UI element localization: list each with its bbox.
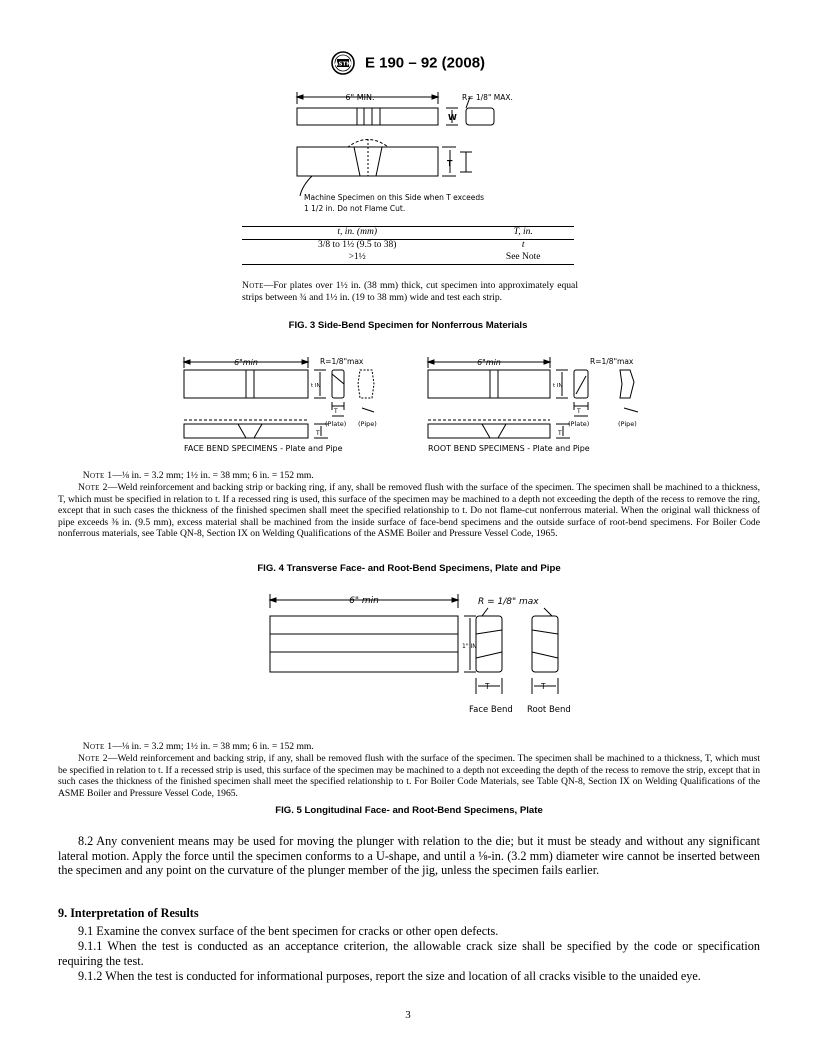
fig4-note-1: [78, 470, 740, 482]
note-label: Note 2: [78, 482, 108, 493]
table-header-cell: T, in.: [513, 227, 533, 237]
fig4-note-2: [58, 482, 760, 540]
fig5-width-label: 1" IN: [462, 643, 477, 650]
svg-text:ASTM: ASTM: [334, 61, 352, 68]
fig4-face-t-in: t IN: [311, 383, 321, 389]
fig3-t-label: T: [447, 159, 453, 168]
table-cell: See Note: [505, 252, 541, 262]
page-number: 3: [405, 1009, 411, 1021]
page-header: [0, 50, 816, 76]
table-header-cell: t, in. (mm): [337, 227, 377, 237]
fig3-w-label: W: [448, 113, 457, 122]
fig4-face-plate: (Plate): [325, 420, 347, 428]
note-label: Note 2: [78, 753, 108, 764]
fig5-face-t: T: [485, 682, 490, 691]
fig4-face-dim-6min: 6"min: [234, 358, 258, 367]
fig4-root-dim-6min: 6"min: [477, 358, 501, 367]
table-row: [242, 252, 574, 265]
fig5-radius: R = 1/8" max: [478, 597, 539, 607]
paragraph-9-1: 9.1 Examine the convex surface of the bent specimen for cracks or other open defects.: [78, 924, 499, 938]
fig4-root-label: ROOT BEND SPECIMENS - Plate and Pipe: [428, 444, 590, 453]
fig4-root-plate: (Plate): [568, 420, 590, 428]
fig5-root-t: T: [541, 682, 546, 691]
note-label: Note: [242, 280, 264, 291]
fig4-root-radius: R=1/8"max: [590, 357, 634, 366]
fig3-radius-label: R= 1/8" MAX.: [462, 93, 513, 102]
section-heading-9: 9. Interpretation of Results: [58, 906, 199, 920]
fig4-root-t-in: t IN: [553, 383, 563, 389]
table-header-row: [242, 227, 574, 240]
note-text: —⅛ in. = 3.2 mm; 1½ in. = 38 mm; 6 in. = 152 mm.: [112, 470, 314, 481]
astm-logo-icon: [331, 50, 355, 76]
table-cell: t: [521, 240, 525, 250]
table-row: [242, 240, 574, 253]
standard-designation: E 190 – 92 (2008): [364, 54, 486, 72]
note-text: —Weld reinforcement and backing strip, if any, shall be removed flush with the surface of the specimen. The specimen shall be machined to a thickness, T, which must be specified in relation to t. If a recessed strip is used, this surface of the specimen may be machined to a depth not exceeding the depth of the recess to remove the strip, except that in such cases the thickness of the finished specimen shall meet the specified relationship to t. For Boiler Code Materials, see Table QN-8, Section IX on Welding Qualifications of the ASME Boiler and Pressure Vessel Code, 1965.: [58, 753, 761, 799]
paragraph-9-1-1: 9.1.1 When the test is conducted as an acceptance criterion, the allowable crack size shall be specified by the code or specification requiring the test.: [58, 939, 760, 968]
fig4-face-radius: R=1/8"max: [320, 357, 364, 366]
note-text: —Weld reinforcement and backing strip or backing ring, if any, shall be removed flush with the surface of the specimen. The specimen shall be machined to a thickness, T, which must be specified in relation to t. If a recessed ring is used, this surface of the specimen may be machined to a depth not exceeding the depth of the recess to remove the ring, except that in such cases the thickness of the finished specimen shall meet the specified relationship to t. Do not flame-cut nonferrous material. When the original wall thickness of pipe exceeds ⅜ in. (9.5 mm), excess material shall be machined from the inside surface of face-bend specimens and the outside surface of root-bend specimens. For Boiler Code nonferrous materials, see Table QN-8, Section IX on Welding Qualifications of the ASME Boiler and Pressure Vessel Code, 1965.: [58, 482, 761, 539]
fig5-dim-6min: 6" min: [349, 596, 379, 606]
fig3-table: [242, 226, 574, 265]
fig5-face-label: Face Bend: [469, 705, 513, 715]
fig4-root-pipe: (Pipe): [618, 420, 637, 428]
fig5-caption: FIG. 5 Longitudinal Face- and Root-Bend Specimens, Plate: [275, 805, 543, 816]
table-cell: >1½: [348, 252, 366, 262]
fig3-caption: FIG. 3 Side-Bend Specimen for Nonferrous Materials: [288, 320, 528, 331]
fig3-drawing: [290, 88, 550, 220]
fig4-face-t: T: [334, 408, 338, 415]
fig4-caption: FIG. 4 Transverse Face- and Root-Bend Specimens, Plate and Pipe: [257, 563, 561, 574]
note-text: —For plates over 1½ in. (38 mm) thick, cut specimen into approximately equal strips between ¾ and 1½ in. (19 to 38 mm) wide and test each strip.: [242, 280, 578, 303]
fig3-note: [242, 280, 578, 303]
fig3-dim-6min: 6" MIN.: [345, 93, 375, 102]
fig5-note-1: [78, 741, 740, 753]
fig4-root-t: T: [577, 408, 581, 415]
fig5-note-2: [58, 753, 760, 799]
note-text: —⅛ in. = 3.2 mm; 1½ in. = 38 mm; 6 in. = 152 mm.: [112, 741, 314, 752]
fig4-face-label: FACE BEND SPECIMENS - Plate and Pipe: [184, 444, 343, 453]
fig5-root-label: Root Bend: [527, 705, 571, 715]
fig3-machine-note-2: 1 1/2 in. Do not Flame Cut.: [304, 204, 406, 213]
note-label: Note 1: [82, 470, 113, 481]
fig5-drawing: [262, 590, 572, 734]
fig3-machine-note-1: Machine Specimen on this Side when T exceeds: [304, 193, 484, 202]
fig4-drawing: [180, 352, 650, 458]
paragraph-8-2: 8.2 Any convenient means may be used for moving the plunger with relation to the die; but it must be steady and without any significant lateral motion. Apply the force until the specimen conforms to a U-shape, and until a ⅛-in. (3.2 mm) diameter wire cannot be inserted between the specimen and any point on the curvature of the plunger member of the jig, unless the specimen fails earlier.: [58, 834, 760, 878]
fig4-root-lower-t: T: [558, 430, 562, 437]
note-label: Note 1: [82, 741, 113, 752]
fig4-face-lower-t: T: [316, 430, 320, 437]
table-cell: 3/8 to 1½ (9.5 to 38): [318, 240, 397, 250]
fig4-face-pipe: (Pipe): [358, 420, 377, 428]
paragraph-9-1-2: 9.1.2 When the test is conducted for informational purposes, report the size and location of all cracks visible to the unaided eye.: [78, 969, 701, 983]
